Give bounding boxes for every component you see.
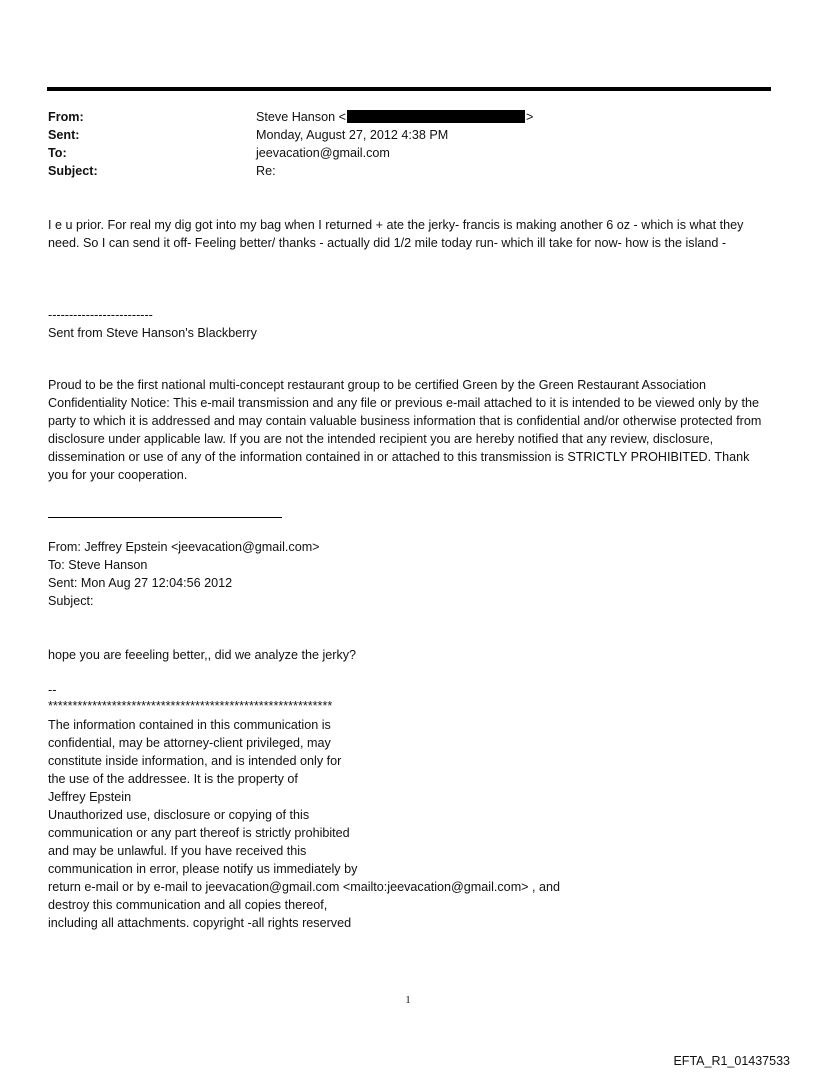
to-label: To: (48, 146, 67, 160)
header-rule (47, 87, 771, 91)
disclaimer-line: communication or any part thereof is strictly prohibited (48, 826, 350, 840)
fwd-to: To: Steve Hanson (48, 558, 148, 572)
disclaimer-line: the use of the addressee. It is the property of (48, 772, 298, 786)
original-body: hope you are feeeling better,, did we analyze the jerky? (48, 648, 357, 662)
confidentiality-notice: Proud to be the first national multi-concept restaurant group to be certified Green by the Green Restaurant Association Confidentiality Notice: This e-mail transmission and any file or previous e-mail attached to it is intended to be viewed only by the party to which it is addressed and may contain valuable business information that is confidential and/or otherwise protected from disclosure under applicable law. If you are not the intended recipient you are hereby notified that any review, disclosure, dissemination or use of any of the information contained in or attached to this transmission is STRICTLY PROHIBITED. Thank you for your cooperation. (48, 378, 762, 482)
disclaimer-line: destroy this communication and all copies thereof, (48, 898, 328, 912)
from-name: Steve Hanson < (256, 110, 346, 124)
from-value (256, 108, 533, 126)
from-label: From: (48, 110, 84, 124)
document-id: EFTA_R1_01437533 (673, 1054, 790, 1068)
subject-value: Re: (256, 164, 276, 178)
disclaimer-line: Jeffrey Epstein (48, 790, 132, 804)
fwd-subject: Subject: (48, 594, 94, 608)
from-close: > (525, 110, 534, 124)
subject-row (48, 162, 533, 180)
sent-row (48, 126, 533, 144)
disclaimer-line: confidential, may be attorney-client privileged, may (48, 736, 331, 750)
disclaimer-line: Unauthorized use, disclosure or copying of this (48, 808, 310, 822)
asterisk-divider: ********************************************************** (48, 699, 333, 713)
sent-value: Monday, August 27, 2012 4:38 PM (256, 128, 449, 142)
to-value: jeevacation@gmail.com (256, 146, 390, 160)
sent-label: Sent: (48, 128, 80, 142)
reply-body: I e u prior. For real my dig got into my bag when I returned + ate the jerky- francis is making another 6 oz - which is what they need. So I can send it off- Feeling better/ thanks - actually did 1/2 mile today run- which ill take for now- how is the island - (48, 218, 744, 250)
disclaimer-line: The information contained in this communication is (48, 718, 331, 732)
fwd-sent: Sent: Mon Aug 27 12:04:56 2012 (48, 576, 233, 590)
fwd-from: From: Jeffrey Epstein <jeevacation@gmail.com> (48, 540, 320, 554)
disclaimer-line: return e-mail or by e-mail to jeevacation@gmail.com <mailto:jeevacation@gmail.com> , and (48, 880, 561, 894)
subject-label: Subject: (48, 164, 98, 178)
page-number: 1 (405, 994, 411, 1006)
legal-disclaimer (48, 716, 560, 932)
from-row (48, 108, 533, 126)
forwarded-header (48, 538, 320, 610)
blackberry-signature: Sent from Steve Hanson's Blackberry (48, 326, 257, 340)
disclaimer-line: constitute inside information, and is intended only for (48, 754, 342, 768)
sig-separator: -- (48, 683, 57, 697)
email-header (48, 108, 533, 180)
disclaimer-line: communication in error, please notify us immediately by (48, 862, 358, 876)
to-row (48, 144, 533, 162)
disclaimer-line: including all attachments. copyright -all rights reserved (48, 916, 352, 930)
disclaimer-line: and may be unlawful. If you have received this (48, 844, 307, 858)
signature-dashes: ------------------------- (48, 308, 153, 322)
redaction-box (347, 110, 525, 123)
forward-separator-rule (48, 517, 282, 518)
